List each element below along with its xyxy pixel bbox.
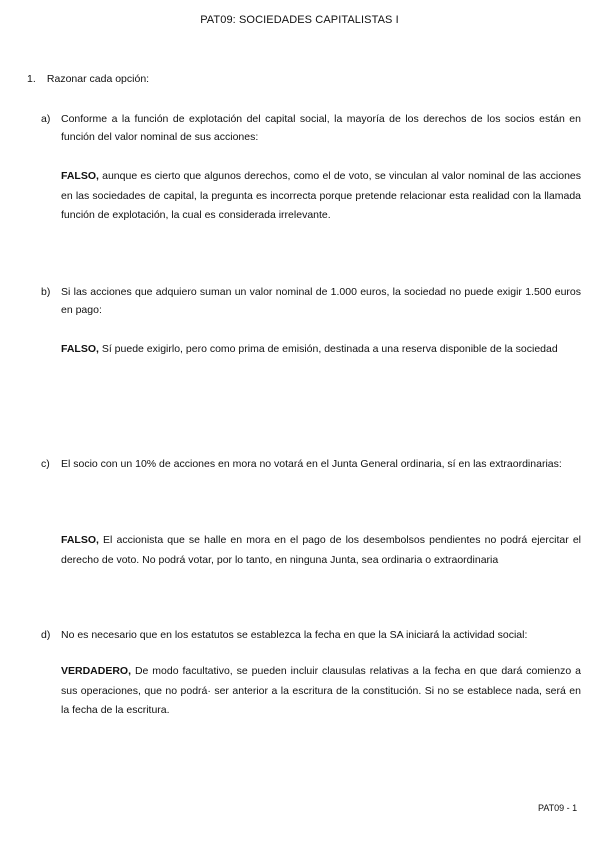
page-title: PAT09: SOCIEDADES CAPITALISTAS I [200,14,399,26]
answer-c [61,531,581,570]
question-text: No es necesario que en los estatutos se establezca la fecha en que la SA iniciará la actividad social: [61,629,528,641]
question-a [41,110,581,146]
question-c [41,455,581,473]
question-letter: a) [41,113,51,125]
page-number: PAT09 - 1 [538,803,578,813]
answer-d [61,662,581,721]
question-text: Si las acciones que adquiero suman un valor nominal de 1.000 euros, la sociedad no puede exigir 1.500 euros en pago: [61,286,581,316]
question-letter: b) [41,286,51,298]
question-d [41,626,581,644]
answer-text: Sí puede exigirlo, pero como prima de emisión, destinada a una reserva disponible de la sociedad [98,343,558,355]
question-b [41,283,581,319]
item-number: 1. [27,73,36,85]
answer-text: aunque es cierto que algunos derechos, como el de voto, se vinculan al valor nominal de las acciones en las sociedades de capital, la pregunta es incorrecta porque pretende relacionar esta realidad con la llamada función de explotación, la cual es considerada irrelevante. [61,170,581,221]
answer-text: El accionista que se halle en mora en el pago de los desembolsos pendientes no podrá ejercitar el derecho de voto. No podrá votar, por lo tanto, en ninguna Junta, sea ordinaria o extraordinaria [61,534,581,566]
answer-a [61,167,581,226]
question-text: El socio con un 10% de acciones en mora no votará en el Junta General ordinaria, sí en las extraordinarias: [61,458,562,470]
question-letter: c) [41,458,50,470]
numbered-item [27,73,149,85]
answer-verdict: FALSO, [61,343,99,355]
answer-verdict: FALSO, [61,534,99,546]
item-text: Razonar cada opción: [46,73,150,85]
question-text: Conforme a la función de explotación del capital social, la mayoría de los derechos de los socios están en función del valor nominal de sus acciones: [61,113,581,143]
question-letter: d) [41,629,51,641]
answer-text: De modo facultativo, se pueden incluir clausulas relativas a la fecha en que dará comienzo a sus operaciones, que no podrá· ser anterior a la escritura de la constitución. Si no se establece nada, será en la fecha de la escritura. [61,665,581,716]
answer-verdict: VERDADERO, [61,665,132,677]
answer-verdict: FALSO, [61,170,99,182]
answer-b [61,340,581,360]
